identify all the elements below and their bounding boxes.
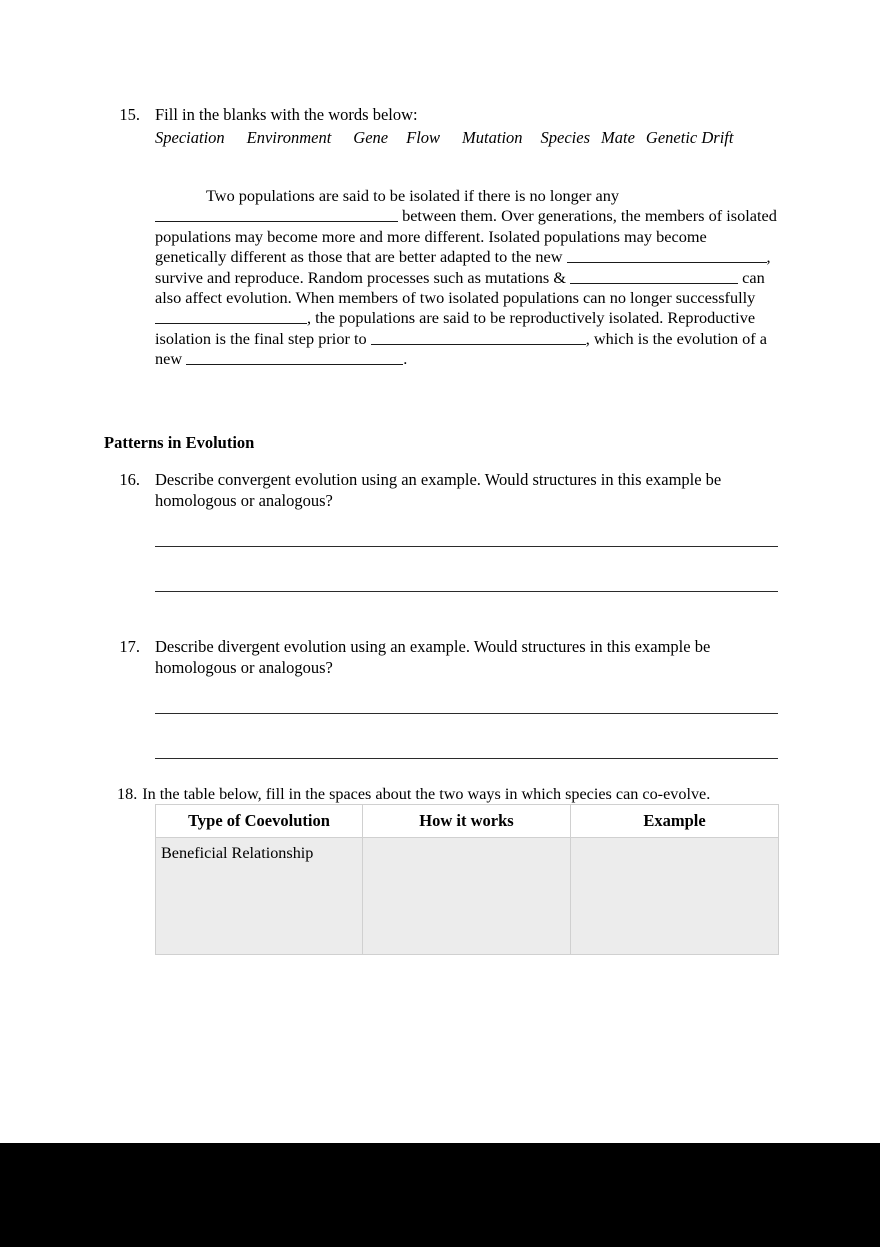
answer-line-16-1[interactable] xyxy=(155,546,778,547)
blank-field-3[interactable] xyxy=(570,269,738,284)
question-15 xyxy=(104,104,804,148)
word-bank-item-flow: Flow xyxy=(406,128,441,147)
paragraph-segment-2: between them. Over generations, the members of isolated populations may become more and more different. Isolated populations may become genetically different as those that are better adapted to the new xyxy=(155,206,777,267)
table-header-example: Example xyxy=(571,805,779,838)
blank-field-1[interactable] xyxy=(155,207,398,222)
table-cell-how-it-works[interactable] xyxy=(363,838,571,955)
question-15-prompt-line xyxy=(104,104,804,125)
word-bank-item-environment: Environment xyxy=(246,128,332,147)
question-18-text: In the table below, fill in the spaces about the two ways in which species can co-evolve. xyxy=(142,785,711,803)
paragraph-segment-5: , the populations are said to be reproductively isolated. Reproductive isolation is the final step prior to xyxy=(155,308,756,348)
coevolution-table xyxy=(155,804,779,955)
question-15-prompt: Fill in the blanks with the words below: xyxy=(155,105,418,124)
question-16-text: Describe convergent evolution using an example. Would structures in this example be homologous or analogous? xyxy=(155,470,722,510)
paragraph-segment-7: . xyxy=(403,349,408,369)
question-17-number: 17. xyxy=(119,637,140,656)
word-bank-item-mate: Mate xyxy=(601,128,635,147)
word-bank-item-speciation: Speciation xyxy=(155,128,225,147)
table-row xyxy=(156,838,779,955)
blank-field-5[interactable] xyxy=(371,330,586,345)
word-bank-item-genetic-drift: Genetic Drift xyxy=(645,128,734,147)
bottom-black-bar xyxy=(0,1143,880,1247)
question-17 xyxy=(104,636,744,678)
question-18 xyxy=(117,784,797,805)
word-bank-item-gene: Gene xyxy=(353,128,389,147)
question-18-number: 18. xyxy=(117,785,138,803)
paragraph-segment-3: , survive and reproduce. Random processes such as mutations & xyxy=(155,247,771,287)
blank-field-4[interactable] xyxy=(155,309,307,324)
question-15-number: 15. xyxy=(119,105,140,124)
question-15-paragraph xyxy=(155,186,779,370)
section-heading-patterns-in-evolution: Patterns in Evolution xyxy=(104,433,255,452)
blank-field-2[interactable] xyxy=(567,248,767,263)
question-15-word-bank xyxy=(155,127,804,148)
word-bank-item-mutation: Mutation xyxy=(462,128,523,147)
blank-field-6[interactable] xyxy=(186,350,403,365)
table-header-type-of-coevolution: Type of Coevolution xyxy=(156,805,363,838)
answer-line-17-1[interactable] xyxy=(155,713,778,714)
paragraph-segment-1: Two populations are said to be isolated if there is no longer any xyxy=(206,186,620,205)
paragraph-segment-4: can also affect evolution. When members of two isolated populations can no longer successfully xyxy=(155,267,765,308)
paragraph-segment-6: , which is the evolution of a new xyxy=(155,328,768,369)
word-bank-item-species: Species xyxy=(540,128,591,147)
table-cell-example[interactable] xyxy=(571,838,779,955)
table-header-row xyxy=(156,805,779,838)
table-header-how-it-works: How it works xyxy=(363,805,571,838)
answer-line-16-2[interactable] xyxy=(155,591,778,592)
question-17-text: Describe divergent evolution using an example. Would structures in this example be homologous or analogous? xyxy=(155,637,711,677)
question-16 xyxy=(104,469,744,511)
answer-line-17-2[interactable] xyxy=(155,758,778,759)
question-16-number: 16. xyxy=(119,470,140,489)
table-cell-type[interactable]: Beneficial Relationship xyxy=(156,838,363,955)
